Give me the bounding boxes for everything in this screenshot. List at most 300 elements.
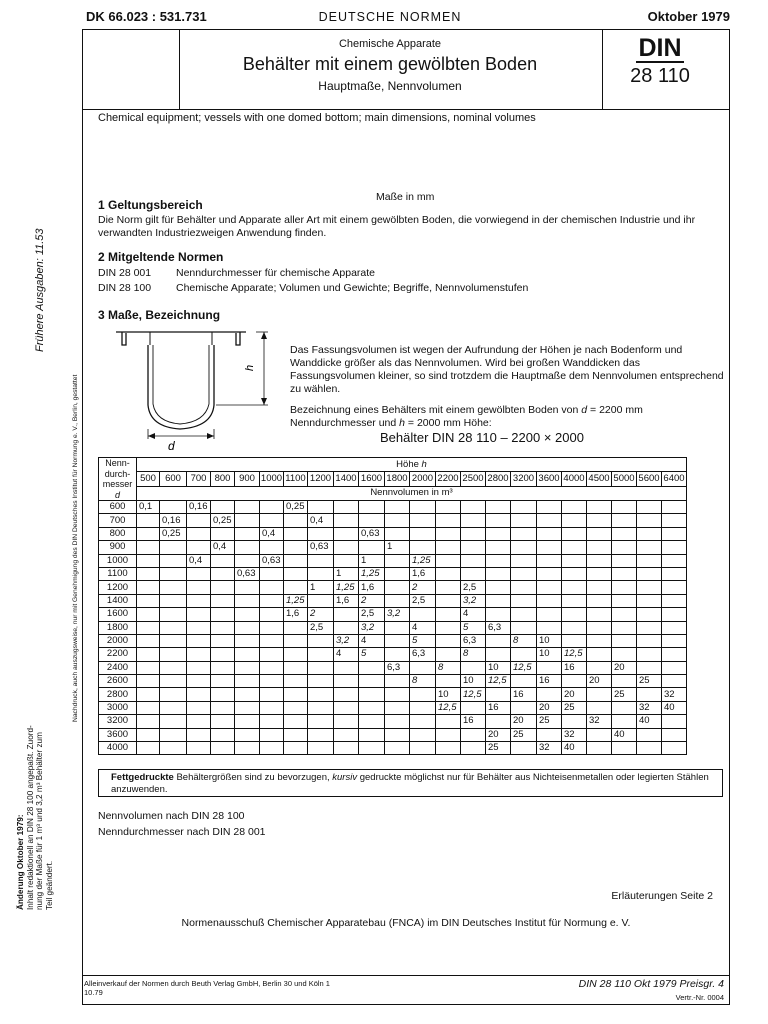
volume-cell [612,501,637,514]
volume-cell: 10 [486,661,511,674]
volume-cell [537,594,562,607]
reference-line: Nenndurchmesser nach DIN 28 001 [98,826,266,838]
volume-cell [537,514,562,527]
volume-cell [410,514,436,527]
volume-cell [235,608,260,621]
volume-cell [160,621,187,634]
volume-cell [359,514,385,527]
section-1-heading: 1 Geltungsbereich [98,198,203,212]
volume-cell: 6,3 [486,621,511,634]
volume-cell: 20 [486,728,511,741]
amendment-line: Teil geändert. [44,860,54,910]
volume-cell [587,661,612,674]
height-value: 1400 [334,472,359,486]
height-value: 5600 [637,472,662,486]
volume-cell [486,608,511,621]
subject-label: Chemische Apparate [338,38,442,50]
volume-cell: 32 [562,728,587,741]
volume-cell [334,621,359,634]
volume-cell [562,634,587,647]
volume-cell [410,608,436,621]
volume-cell [137,742,160,755]
diameter-cell: 3000 [99,701,137,714]
volume-cell [187,567,211,580]
volume-cell: 2 [308,608,334,621]
volume-cell [637,514,662,527]
volume-cell [637,634,662,647]
height-value: 1800 [385,472,410,486]
volume-cell [359,701,385,714]
volume-cell: 1 [359,554,385,567]
volume-cell [187,634,211,647]
amendment-note [16,725,54,910]
volume-cell [211,501,235,514]
designation-example: Behälter DIN 28 110 – 2200 × 2000 [380,430,584,445]
height-value: 800 [211,472,235,486]
volume-cell [410,541,436,554]
volume-cell [359,675,385,688]
volume-cell [612,581,637,594]
volume-cell: 1,6 [410,567,436,580]
volume-cell [187,701,211,714]
volume-cell [385,527,410,540]
volume-cell [235,527,260,540]
english-title: Chemical equipment; vessels with one domed bottom; main dimensions, nominal volumes [98,112,536,124]
table-row [99,728,687,741]
volume-cell [537,541,562,554]
volume-cell [235,621,260,634]
volume-cell [537,554,562,567]
volume-cell [486,688,511,701]
volume-cell: 5 [410,634,436,647]
volume-cell: 0,4 [308,514,334,527]
volume-cell [308,527,334,540]
volume-cell [359,715,385,728]
volume-cell [662,648,687,661]
volume-cell [334,527,359,540]
volume-cell [461,661,486,674]
volume-cell [436,728,461,741]
volume-cell: 10 [436,688,461,701]
volume-cell [235,554,260,567]
volume-cell [137,527,160,540]
volume-cell [284,634,308,647]
note-text: gedruckte möglichst nur für Behälter aus Nichteisenmetallen oder legierten Stählen anzuwenden. [111,772,709,795]
volume-cell [187,715,211,728]
volume-cell [637,501,662,514]
volume-cell [160,554,187,567]
volume-cell: 12,5 [461,688,486,701]
volume-cell [260,742,284,755]
volume-cell [187,675,211,688]
norm-code: DIN 28 100 [98,282,152,294]
volume-cell: 1 [385,541,410,554]
volume-cell [637,621,662,634]
volume-cell: 16 [461,715,486,728]
volume-cell [537,661,562,674]
volume-cell: 12,5 [486,675,511,688]
volume-cell [187,581,211,594]
volume-cell: 10 [537,648,562,661]
volume-cell [260,715,284,728]
height-value: 500 [137,472,160,486]
volume-cell [385,501,410,514]
volume-cell: 6,3 [410,648,436,661]
earlier-editions: Frühere Ausgaben: 11.53 [34,228,46,352]
volume-cell [436,608,461,621]
norm-ref-row [98,282,528,294]
volume-cell: 8 [511,634,537,647]
section-2-heading: 2 Mitgeltende Normen [98,250,224,264]
volume-cell [211,675,235,688]
diameter-cell: 2000 [99,634,137,647]
height-value: 700 [187,472,211,486]
designation-text [290,404,730,430]
volume-cell [284,581,308,594]
volume-cell [537,608,562,621]
volume-cell [137,661,160,674]
volume-cell: 12,5 [511,661,537,674]
volume-cell [486,581,511,594]
designation-part: Nenndurchmesser und [290,417,400,429]
table-row [99,527,687,540]
volume-cell: 32 [587,715,612,728]
volume-cell [587,688,612,701]
volume-cell [637,594,662,607]
volume-cell: 6,3 [385,661,410,674]
volume-cell: 1 [308,581,334,594]
volume-cell [235,581,260,594]
volume-cell [284,567,308,580]
diameter-cell: 1600 [99,608,137,621]
volume-cell: 25 [511,728,537,741]
volume-cell [612,608,637,621]
volume-cell [436,648,461,661]
volume-cell [359,728,385,741]
explanations-reference: Erläuterungen Seite 2 [611,890,713,902]
table-row [99,554,687,567]
volume-cell [410,501,436,514]
volume-cell [137,634,160,647]
volume-cell: 0,4 [187,554,211,567]
height-value: 900 [235,472,260,486]
volume-cell [385,554,410,567]
volume-cell [587,514,612,527]
volume-cell [187,541,211,554]
volume-cell [235,728,260,741]
volume-cell [511,621,537,634]
volume-cell [385,728,410,741]
volume-cell [308,501,334,514]
height-symbol: h [421,458,427,470]
volume-cell [612,742,637,755]
volume-cell [137,715,160,728]
volume-cell: 0,63 [235,567,260,580]
nominal-volume-label-row [99,486,687,500]
volume-cell [612,621,637,634]
volume-cell [461,501,486,514]
volume-cell [211,688,235,701]
volume-cell: 3,2 [461,594,486,607]
volume-cell [160,567,187,580]
volume-cell [562,621,587,634]
volume-cell [637,742,662,755]
corner-label-line: messer [102,479,133,489]
volume-cell [308,554,334,567]
volume-cell: 1,25 [284,594,308,607]
volume-cell [662,728,687,741]
volume-cell: 3,2 [334,634,359,647]
volume-cell [662,501,687,514]
amendment-line: nung der Maße für 1 m³ und 3,2 m³ Behälter zum [35,732,44,910]
height-value: 2800 [486,472,511,486]
height-value: 3600 [537,472,562,486]
din-wordmark: DIN [638,34,682,62]
volume-cell [562,527,587,540]
volume-cell [385,648,410,661]
volume-cell [486,527,511,540]
table-row [99,581,687,594]
volume-cell [662,675,687,688]
height-value: 5000 [612,472,637,486]
volume-cell [662,554,687,567]
volume-cell [637,527,662,540]
volume-cell: 32 [662,688,687,701]
section-1-text: Die Norm gilt für Behälter und Apparate aller Art mit einem gewölbten Boden, die vorwiegend in der chemischen Industrie und ihr verwandten Industriezweigen Anwendung finden. [98,214,696,239]
volume-cell [662,608,687,621]
volume-cell [461,541,486,554]
volume-cell [359,661,385,674]
volume-cell: 32 [637,701,662,714]
volume-cell [587,621,612,634]
publisher-date: 10.79 [84,988,103,997]
volume-cell: 25 [637,675,662,688]
volume-cell [511,701,537,714]
volume-cell [160,675,187,688]
volume-cell [260,701,284,714]
volume-cell: 0,4 [260,527,284,540]
volume-cell: 25 [486,742,511,755]
height-value: 4500 [587,472,612,486]
volume-cell: 0,25 [211,514,235,527]
volume-cell [587,567,612,580]
volume-cell: 0,25 [284,501,308,514]
volume-cell [187,742,211,755]
volume-cell [486,634,511,647]
volume-cell [235,501,260,514]
height-dimension-label: h [244,364,256,371]
volume-cell [587,634,612,647]
volume-cell [637,608,662,621]
height-values-row [99,472,687,486]
volume-cell [187,527,211,540]
volume-cell [308,688,334,701]
note-italic-word: kursiv [332,772,358,783]
diameter-cell: 800 [99,527,137,540]
volume-cell [662,594,687,607]
volume-cell [359,541,385,554]
din-number: 28 110 [630,65,690,87]
norm-ref-row [98,267,375,279]
volume-cell [211,742,235,755]
diameter-cell: 700 [99,514,137,527]
vessel-drawing [108,325,298,450]
volume-cell [187,621,211,634]
volume-cell [359,501,385,514]
volume-cell [160,608,187,621]
volume-cell [486,594,511,607]
volume-cell [334,501,359,514]
volume-cell [137,567,160,580]
volume-cell: 40 [662,701,687,714]
volume-cell [436,501,461,514]
volume-cell [235,715,260,728]
volume-cell [537,688,562,701]
volume-cell [334,688,359,701]
volume-cell [486,541,511,554]
volume-cell [284,648,308,661]
height-value: 2500 [461,472,486,486]
table-row [99,567,687,580]
volume-cell [137,594,160,607]
volume-cell [562,675,587,688]
note-bold-word: Fettgedruckte [111,772,174,783]
volume-cell [160,648,187,661]
volume-cell [308,742,334,755]
volume-cell: 16 [562,661,587,674]
volume-cell [187,648,211,661]
norm-text: Nenndurchmesser für chemische Apparate [176,267,376,279]
volume-cell [137,621,160,634]
volume-cell [211,527,235,540]
volume-cell [385,742,410,755]
volume-cell [334,608,359,621]
height-value: 2200 [436,472,461,486]
volume-cell [235,742,260,755]
table-row [99,594,687,607]
volume-cell: 1,6 [359,581,385,594]
volume-cell [436,634,461,647]
page-title: Behälter mit einem gewölbten Boden [242,54,538,74]
amendment-title: Änderung Oktober 1979: [16,814,25,910]
volume-cell [260,501,284,514]
volume-cell [537,501,562,514]
volume-cell: 20 [587,675,612,688]
volume-cell [436,675,461,688]
volume-cell [662,541,687,554]
volume-cell [511,581,537,594]
volume-cell [260,728,284,741]
table-row [99,541,687,554]
volume-cell [160,541,187,554]
volume-cell [260,648,284,661]
volume-cell [486,554,511,567]
volume-cell [284,675,308,688]
volume-cell [436,715,461,728]
volume-cell [612,541,637,554]
volume-cell [587,728,612,741]
designation-part: = 2200 mm [587,404,643,416]
volume-cell: 1,25 [359,567,385,580]
volume-cell [260,621,284,634]
volume-cell [461,728,486,741]
volume-cell: 8 [461,648,486,661]
volume-cell [587,554,612,567]
volume-cell [187,661,211,674]
volume-cell [385,567,410,580]
volume-cell: 5 [461,621,486,634]
diameter-cell: 4000 [99,742,137,755]
table-row [99,742,687,755]
volume-cell [562,594,587,607]
volume-cell [308,728,334,741]
volume-cell: 4 [461,608,486,621]
volume-cell [662,742,687,755]
volume-cell [410,715,436,728]
volume-cell: 1 [334,567,359,580]
volume-cell [562,608,587,621]
diameter-cell: 3200 [99,715,137,728]
dk-number: DK 66.023 : 531.731 [86,9,207,24]
norm-text: Chemische Apparate; Volumen und Gewichte; Begriffe, Nennvolumenstufen [176,282,529,294]
corner-label-line: durch- [104,468,131,479]
footer-divider [82,975,730,976]
volume-cell [612,648,637,661]
volume-cell [211,594,235,607]
volume-cell [562,581,587,594]
footer-din-ref: DIN 28 110 Okt 1979 Preisgr. 4 [578,978,724,990]
volume-cell: 20 [511,715,537,728]
volume-cell [511,594,537,607]
volume-cell [562,501,587,514]
volume-cell [211,621,235,634]
volume-cell [308,594,334,607]
volume-cell [308,634,334,647]
volume-cell [284,742,308,755]
volume-cell [511,527,537,540]
volume-cell [385,675,410,688]
diameter-cell: 3600 [99,728,137,741]
volume-cell [537,581,562,594]
height-value: 4000 [562,472,587,486]
volume-cell [587,541,612,554]
volume-cell [211,567,235,580]
volume-cell: 0,63 [359,527,385,540]
volume-cell [612,715,637,728]
issue-date: Oktober 1979 [647,9,730,24]
volume-cell [637,567,662,580]
volume-cell [308,675,334,688]
volume-cell [211,661,235,674]
diameter-cell: 600 [99,501,137,514]
volume-cell [359,742,385,755]
volume-cell [612,554,637,567]
volume-cell: 2,5 [461,581,486,594]
volume-cell: 0,63 [260,554,284,567]
volume-cell [662,581,687,594]
volume-cell [284,715,308,728]
volume-cell: 3,2 [385,608,410,621]
designation-symbol-h: h [399,417,405,429]
volume-cell [260,541,284,554]
diameter-cell: 900 [99,541,137,554]
volume-cell [160,501,187,514]
nominal-volume-label: Nennvolumen in m³ [137,486,687,500]
volume-cell [211,728,235,741]
table-row [99,634,687,647]
volume-cell [235,541,260,554]
diameter-cell: 2800 [99,688,137,701]
